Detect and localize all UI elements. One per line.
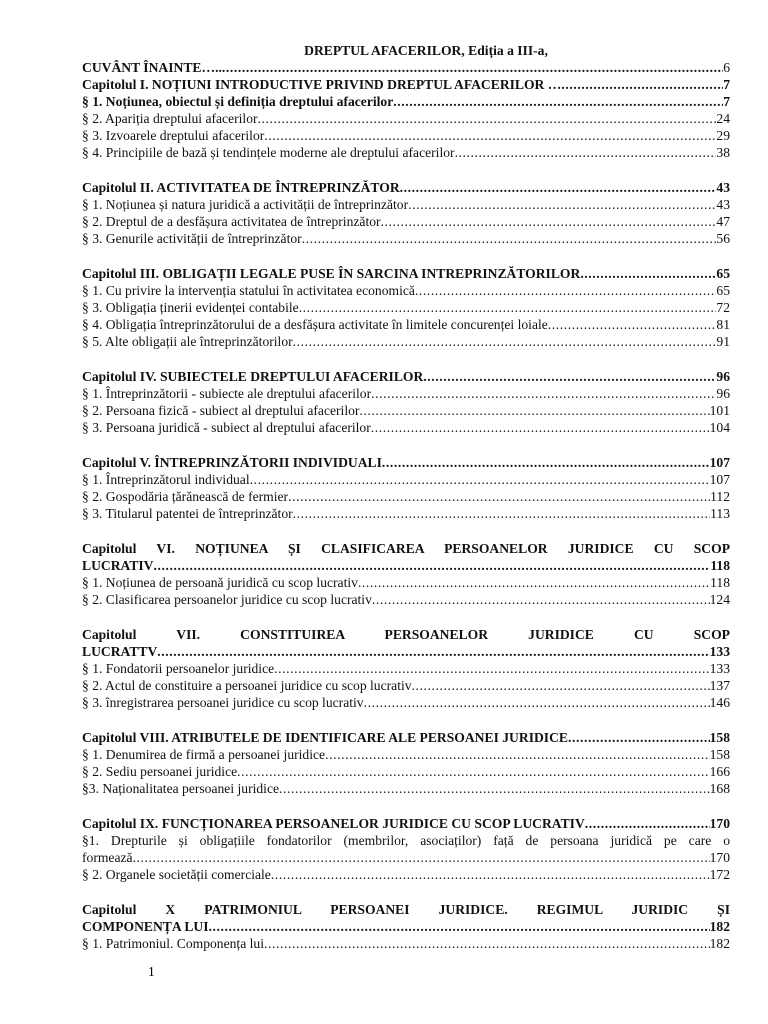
chapter-block xyxy=(82,76,730,161)
section-title: § 5. Alte obligații ale întreprinzătorilor xyxy=(82,334,293,349)
chapter-gap xyxy=(82,797,730,815)
section-entry xyxy=(82,127,730,144)
section-page: 172 xyxy=(709,867,730,882)
section-title: § 2. Clasificarea persoanelor juridice cu scop lucrativ xyxy=(82,592,372,607)
section-entry xyxy=(82,763,730,780)
section-page: 7 xyxy=(723,94,730,109)
section-entry xyxy=(82,93,730,110)
chapter-heading xyxy=(82,76,730,93)
section-entry xyxy=(82,230,730,247)
section-title: § 3. înregistrarea persoanei juridice cu scop lucrativ xyxy=(82,695,364,710)
chapter-title: LUCRATIV xyxy=(82,558,154,573)
dot-leader xyxy=(237,763,709,780)
section-page: 113 xyxy=(710,506,730,521)
section-page: 91 xyxy=(716,334,730,349)
chapter-page: 118 xyxy=(710,558,730,573)
section-title: § 3. Titularul patentei de întreprinzător xyxy=(82,506,293,521)
chapter-heading-line: Capitolul VI. NOȚIUNEA ȘI CLASIFICAREA PERSOANELOR JURIDICE CU SCOP xyxy=(82,541,730,556)
chapter-page: 133 xyxy=(709,644,730,659)
chapter-title: Capitolul IX. FUNCȚIONAREA PERSOANELOR JURIDICE CU SCOP LUCRATIV xyxy=(82,816,585,831)
chapter-block xyxy=(82,540,730,608)
section-page: 137 xyxy=(709,678,730,693)
section-title: § 2. Gospodăria țărănească de fermier xyxy=(82,489,289,504)
section-page: 133 xyxy=(709,661,730,676)
section-entry xyxy=(82,213,730,230)
chapter-gap xyxy=(82,522,730,540)
dot-leader xyxy=(279,780,710,797)
section-page: 29 xyxy=(716,128,730,143)
chapter-gap xyxy=(82,608,730,626)
section-page: 101 xyxy=(709,403,730,418)
section-page: 182 xyxy=(709,936,730,951)
section-page: 166 xyxy=(709,764,730,779)
section-entry xyxy=(82,402,730,419)
dot-leader xyxy=(258,110,717,127)
chapter-block xyxy=(82,626,730,711)
section-page: 38 xyxy=(716,145,730,160)
dot-leader xyxy=(359,402,709,419)
section-entry xyxy=(82,694,730,711)
section-title: § 1. Noțiunea, obiectul și definiția dreptului afacerilor xyxy=(82,94,394,109)
section-title: § 1. Întreprinzătorul individual xyxy=(82,472,250,487)
section-page: 56 xyxy=(716,231,730,246)
dot-leader xyxy=(364,694,710,711)
section-title: § 3. Genurile activității de întreprinzător xyxy=(82,231,302,246)
dot-leader xyxy=(561,76,723,93)
chapter-gap xyxy=(82,350,730,368)
toc-intro-entry xyxy=(82,59,730,76)
chapter-gap xyxy=(82,247,730,265)
section-title: formează xyxy=(82,850,133,865)
section-title: § 2. Sediu persoanei juridice xyxy=(82,764,238,779)
dot-leader xyxy=(580,265,716,282)
section-title: § 2. Persoana fizică - subiect al dreptului afacerilor xyxy=(82,403,360,418)
section-title: § 2. Organele societății comerciale xyxy=(82,867,271,882)
section-title: § 3. Obligația ținerii evidenței contabile xyxy=(82,300,299,315)
chapter-page: 43 xyxy=(716,180,730,195)
section-entry-line: §1. Drepturile și obligațiile fondatorilor (membrilor, asociaților) față de persoana juridică pe care o xyxy=(82,833,730,848)
section-entry xyxy=(82,385,730,402)
section-entry xyxy=(82,505,730,522)
section-page: 65 xyxy=(716,283,730,298)
section-entry xyxy=(82,196,730,213)
section-entry xyxy=(82,780,730,797)
dot-leader xyxy=(271,866,710,883)
dot-leader xyxy=(358,574,710,591)
section-entry xyxy=(82,282,730,299)
section-page: 96 xyxy=(716,386,730,401)
chapter-title: COMPONENȚA LUI xyxy=(82,919,209,934)
section-entry xyxy=(82,419,730,436)
chapter-title: Capitolul IV. SUBIECTELE DREPTULUI AFACERILOR xyxy=(82,369,424,384)
dot-leader xyxy=(250,471,710,488)
dot-leader xyxy=(157,643,709,660)
chapter-heading xyxy=(82,815,730,832)
section-page: 168 xyxy=(709,781,730,796)
section-title: § 4. Principiile de bază și tendințele moderne ale dreptului afacerilor xyxy=(82,145,455,160)
dot-leader xyxy=(222,59,723,76)
section-page: 124 xyxy=(709,592,730,607)
chapter-block xyxy=(82,179,730,247)
section-title: § 3. Persoana juridică - subiect al dreptului afacerilor xyxy=(82,420,371,435)
toc-page xyxy=(82,42,730,952)
section-page: 81 xyxy=(716,317,730,332)
section-page: 112 xyxy=(710,489,730,504)
section-title: § 4. Obligația întreprinzătorului de a desfășura activitate în limitele concurenței loiale xyxy=(82,317,548,332)
section-entry xyxy=(82,574,730,591)
section-title: § 1. Denumirea de firmă a persoanei juridice xyxy=(82,747,326,762)
toc-chapters xyxy=(82,76,730,952)
dot-leader xyxy=(548,316,717,333)
dot-leader xyxy=(133,849,710,866)
dot-leader xyxy=(568,729,710,746)
chapter-title: LUCRATTV xyxy=(82,644,158,659)
chapter-title: Capitolul III. OBLIGAȚII LEGALE PUSE ÎN SARCINA INTREPRINZĂTORILOR xyxy=(82,266,581,281)
section-title: § 2. Dreptul de a desfășura activitatea de întreprinzător xyxy=(82,214,381,229)
dot-leader xyxy=(415,282,716,299)
dot-leader xyxy=(293,333,717,350)
dot-leader xyxy=(154,557,711,574)
section-page: 43 xyxy=(716,197,730,212)
chapter-page: 7 xyxy=(723,77,730,92)
chapter-gap xyxy=(82,161,730,179)
chapter-gap xyxy=(82,711,730,729)
section-title: § 1. Cu privire la intervenția statului în activitatea economică xyxy=(82,283,415,298)
section-entry xyxy=(82,333,730,350)
chapter-block xyxy=(82,729,730,797)
section-title: § 3. Izvoarele dreptului afacerilor xyxy=(82,128,265,143)
dot-leader xyxy=(302,230,717,247)
section-entry xyxy=(82,866,730,883)
section-page: 72 xyxy=(716,300,730,315)
dot-leader xyxy=(371,419,710,436)
section-title: § 1. Întreprinzătorii - subiecte ale dreptului afacerilor xyxy=(82,386,372,401)
section-page: 118 xyxy=(710,575,730,590)
chapter-page: 170 xyxy=(709,816,730,831)
section-page: 24 xyxy=(716,111,730,126)
chapter-gap xyxy=(82,436,730,454)
section-entry xyxy=(82,471,730,488)
section-entry xyxy=(82,746,730,763)
chapter-heading xyxy=(82,918,730,935)
dot-leader xyxy=(400,179,717,196)
section-entry xyxy=(82,299,730,316)
section-page: 170 xyxy=(709,850,730,865)
chapter-block xyxy=(82,901,730,952)
chapter-heading xyxy=(82,729,730,746)
chapter-heading xyxy=(82,643,730,660)
section-title: § 1. Noțiunea de persoană juridică cu scop lucrativ xyxy=(82,575,358,590)
section-page: 104 xyxy=(709,420,730,435)
section-entry xyxy=(82,677,730,694)
chapter-title: Capitolul I. NOȚIUNI INTRODUCTIVE PRIVIND DREPTUL AFACERILOR … xyxy=(82,77,562,92)
chapter-page: 107 xyxy=(709,455,730,470)
section-entry xyxy=(82,488,730,505)
chapter-gap xyxy=(82,883,730,901)
dot-leader xyxy=(371,385,716,402)
dot-leader xyxy=(393,93,723,110)
section-title: § 1. Fondatorii persoanelor juridice xyxy=(82,661,275,676)
section-entry xyxy=(82,660,730,677)
toc-entry-label: CUVÂNT ÎNAINTE….. xyxy=(82,60,222,75)
chapter-page: 65 xyxy=(716,266,730,281)
dot-leader xyxy=(264,935,710,952)
dot-leader xyxy=(274,660,709,677)
chapter-page: 182 xyxy=(709,919,730,934)
dot-leader xyxy=(209,918,710,935)
chapter-page: 96 xyxy=(716,369,730,384)
section-entry xyxy=(82,591,730,608)
chapter-title: Capitolul V. ÎNTREPRINZĂTORII INDIVIDUALI xyxy=(82,455,382,470)
chapter-block xyxy=(82,368,730,436)
dot-leader xyxy=(293,505,710,522)
section-page: 158 xyxy=(709,747,730,762)
dot-leader xyxy=(264,127,716,144)
section-page: 47 xyxy=(716,214,730,229)
chapter-heading xyxy=(82,368,730,385)
chapter-heading-line: Capitolul X PATRIMONIUL PERSOANEI JURIDICE. REGIMUL JURIDIC ȘI xyxy=(82,902,730,917)
dot-leader xyxy=(288,488,710,505)
section-title: § 1. Patrimoniul. Componența lui xyxy=(82,936,264,951)
chapter-heading-line: Capitolul VII. CONSTITUIREA PERSOANELOR JURIDICE CU SCOP xyxy=(82,627,730,642)
chapter-title: Capitolul VIII. ATRIBUTELE DE IDENTIFICARE ALE PERSOANEI JURIDICE xyxy=(82,730,568,745)
chapter-block xyxy=(82,265,730,350)
section-entry xyxy=(82,316,730,333)
section-title: § 2. Apariția dreptului afacerilor xyxy=(82,111,258,126)
chapter-title: Capitolul II. ACTIVITATEA DE ÎNTREPRINZĂTOR xyxy=(82,180,400,195)
section-title: § 1. Noțiunea și natura juridică a activității de întreprinzător xyxy=(82,197,409,212)
section-page: 107 xyxy=(709,472,730,487)
dot-leader xyxy=(381,213,717,230)
section-entry xyxy=(82,935,730,952)
chapter-heading xyxy=(82,454,730,471)
chapter-page: 158 xyxy=(709,730,730,745)
chapter-block xyxy=(82,815,730,883)
dot-leader xyxy=(412,677,710,694)
document-title: DREPTUL AFACERILOR, Ediția a III-a, xyxy=(304,43,548,58)
chapter-heading xyxy=(82,557,730,574)
dot-leader xyxy=(408,196,716,213)
section-title: §3. Naționalitatea persoanei juridice xyxy=(82,781,280,796)
dot-leader xyxy=(382,454,710,471)
chapter-block xyxy=(82,454,730,522)
toc-entry-page: 6 xyxy=(723,60,730,75)
chapter-heading xyxy=(82,265,730,282)
dot-leader xyxy=(299,299,717,316)
chapter-heading xyxy=(82,179,730,196)
dot-leader xyxy=(372,591,710,608)
section-entry xyxy=(82,144,730,161)
dot-leader xyxy=(585,815,710,832)
dot-leader xyxy=(325,746,710,763)
dot-leader xyxy=(455,144,717,161)
section-entry xyxy=(82,110,730,127)
dot-leader xyxy=(423,368,716,385)
section-page: 146 xyxy=(709,695,730,710)
section-title: § 2. Actul de constituire a persoanei juridice cu scop lucrativ xyxy=(82,678,412,693)
footer-page-number: 1 xyxy=(148,964,155,979)
section-entry xyxy=(82,849,730,866)
